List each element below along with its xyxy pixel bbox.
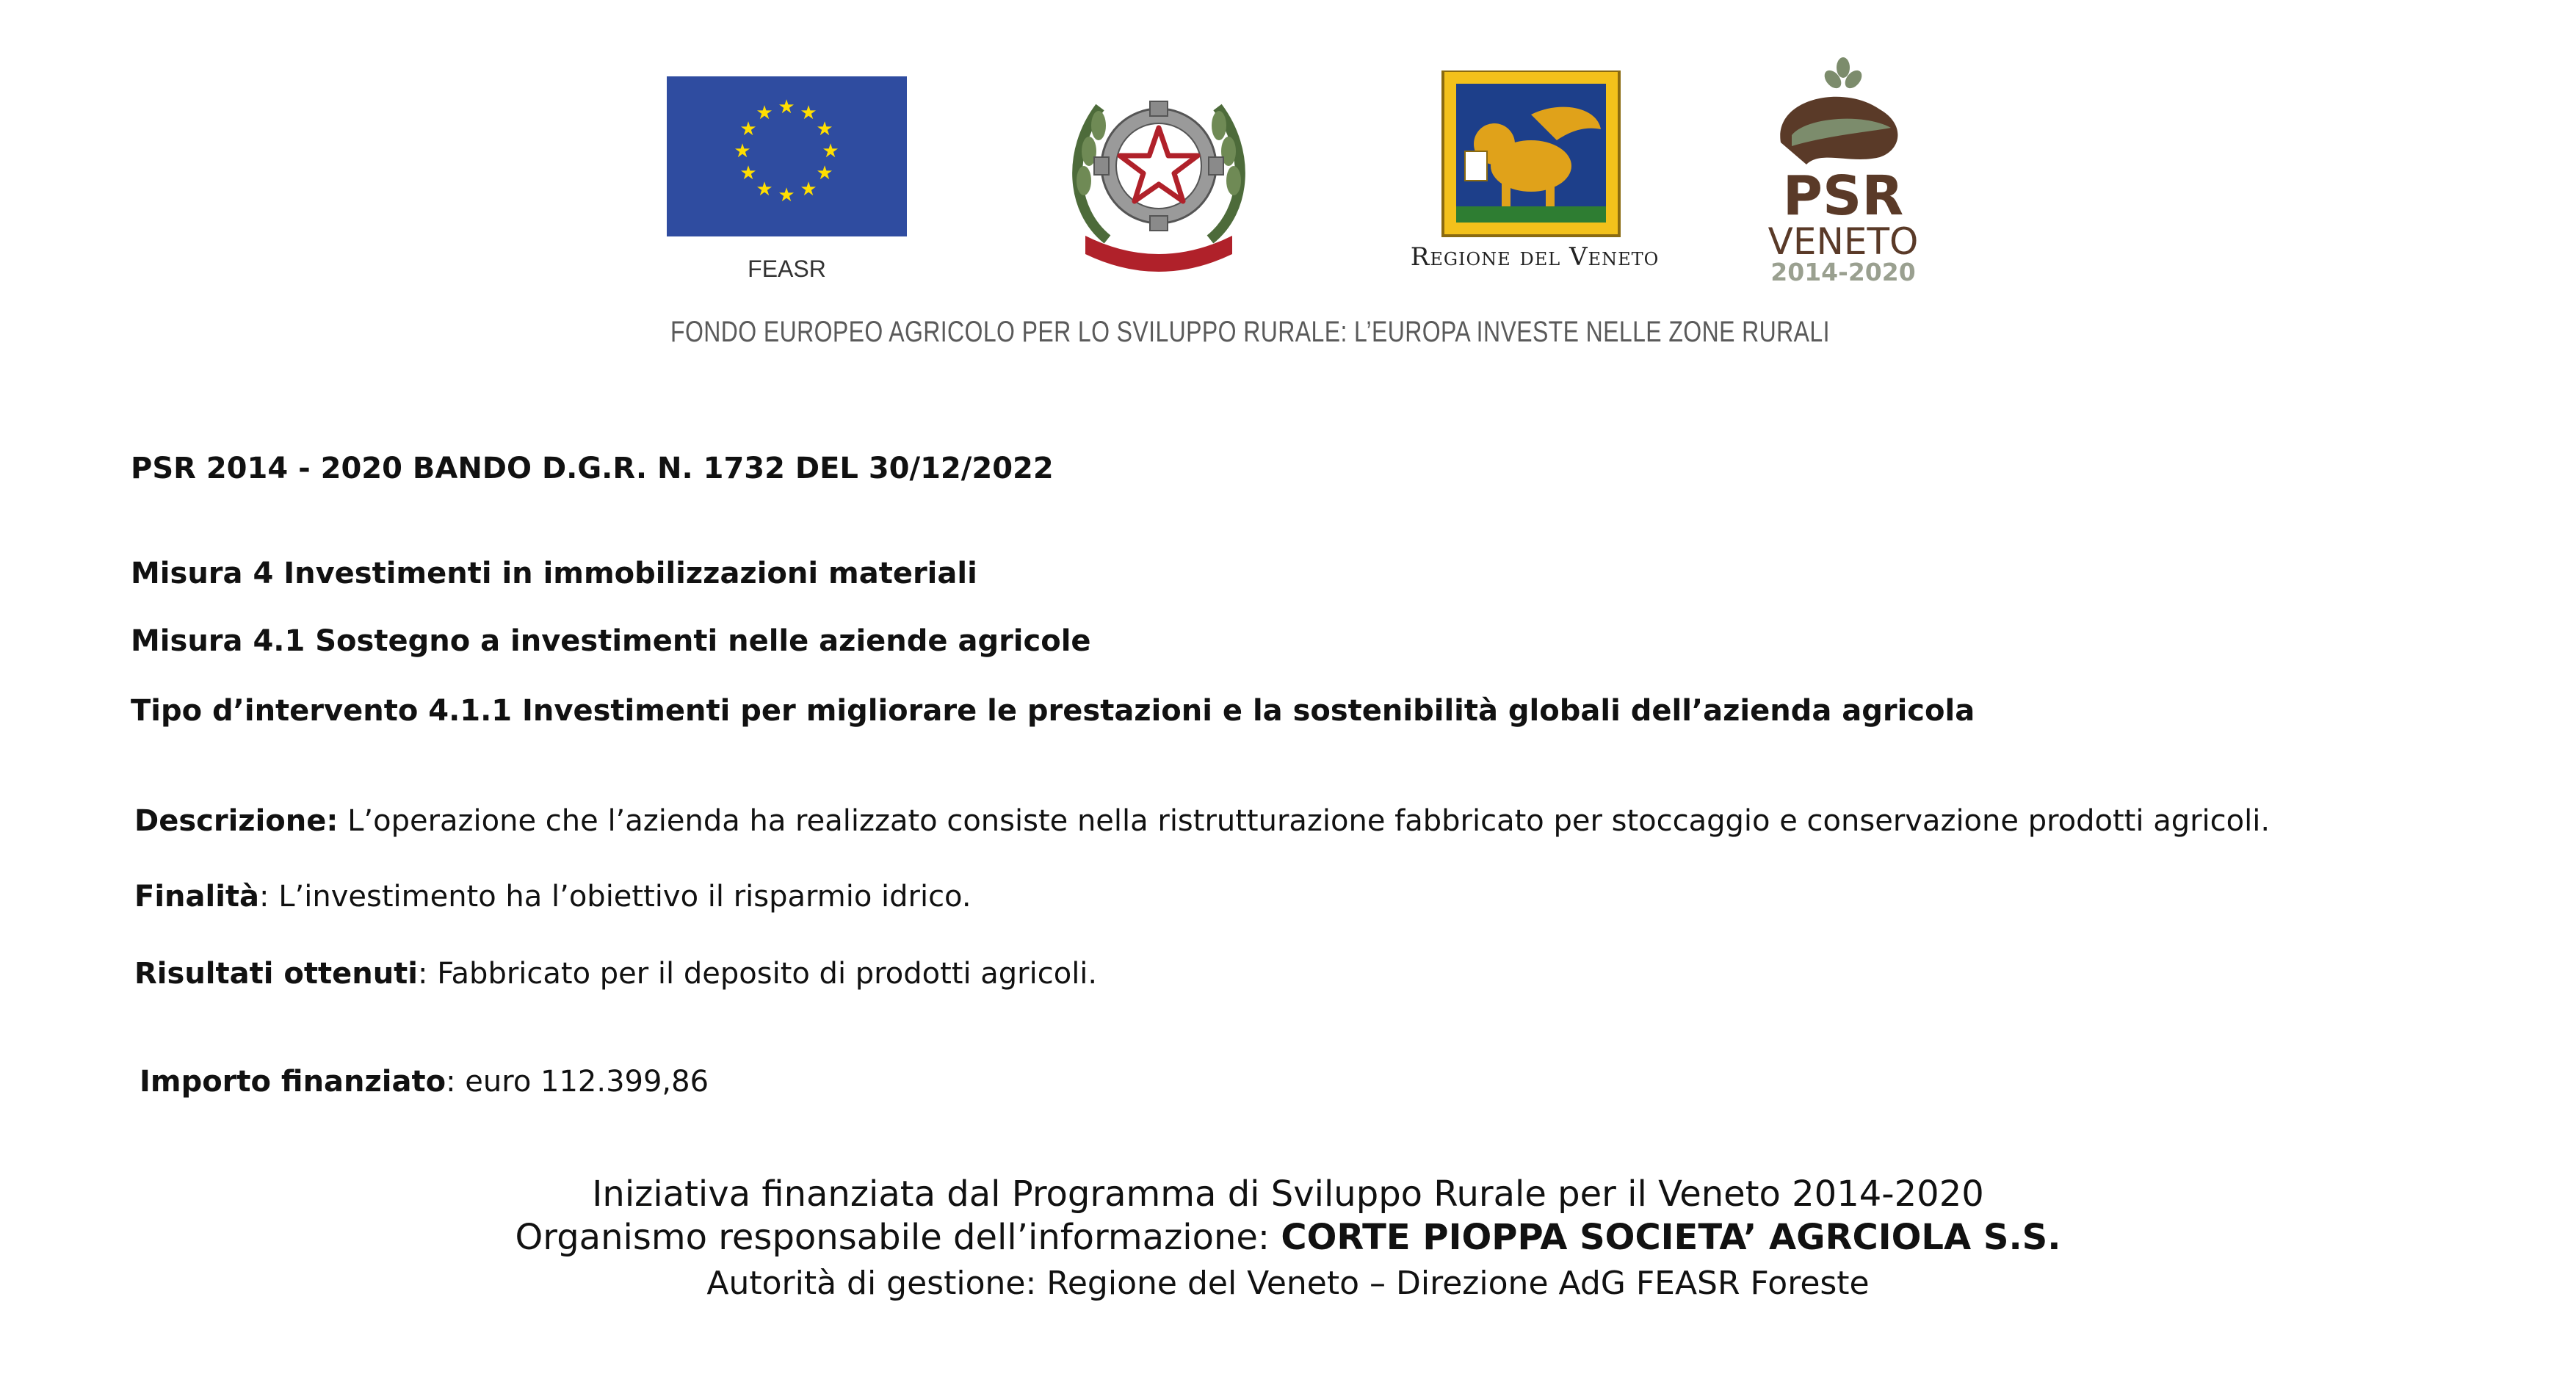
importo-label: Importo finanziato (140, 1065, 446, 1099)
misura-4-1-heading: Misura 4.1 Sostegno a investimenti nelle aziende agricole (131, 624, 1091, 658)
organismo-label: Organismo responsabile dell’informazione: (515, 1217, 1281, 1258)
risultati-row (134, 957, 1097, 991)
svg-text:★: ★ (778, 96, 795, 118)
regione-veneto-label: Regione del Veneto (1410, 242, 1660, 272)
organismo-line (0, 1217, 2576, 1258)
svg-text:★: ★ (816, 162, 833, 184)
descrizione-row (134, 804, 2270, 838)
svg-text:★: ★ (778, 184, 795, 206)
svg-text:★: ★ (739, 162, 757, 184)
iniziativa-line: Iniziativa finanziata dal Programma di Sviluppo Rurale per il Veneto 2014-2020 (592, 1174, 1984, 1215)
eu-flag-icon (667, 76, 907, 236)
finalita-label: Finalità (134, 880, 260, 914)
svg-text:★: ★ (734, 140, 751, 162)
importo-row (140, 1065, 709, 1099)
feasr-tagline: FONDO EUROPEO AGRICOLO PER LO SVILUPPO RURALE: L’EUROPA INVESTE NELLE ZONE RURALI (670, 316, 1830, 348)
svg-text:★: ★ (756, 102, 773, 124)
svg-text:★: ★ (756, 178, 773, 200)
misura-4-heading: Misura 4 Investimenti in immobilizzazioni materiali (131, 557, 977, 590)
organismo-name: CORTE PIOPPA SOCIETA’ AGRCIOLA S.S. (1281, 1217, 2061, 1258)
svg-text:★: ★ (739, 118, 757, 140)
psr-logo-years: 2014-2020 (1770, 258, 1916, 286)
svg-text:★: ★ (800, 102, 817, 124)
risultati-label: Risultati ottenuti (134, 957, 419, 991)
svg-text:★: ★ (800, 178, 817, 200)
svg-text:★: ★ (816, 118, 833, 140)
psr-logo-title: PSR (1782, 164, 1904, 228)
descrizione-text: L’operazione che l’azienda ha realizzato consiste nella ristrutturazione fabbricato per stoccaggio e conservazione prodotti agricoli. (338, 804, 2271, 838)
italian-republic-emblem-icon (1056, 70, 1262, 276)
autorita-line: Autorità di gestione: Regione del Veneto – Direzione AdG FEASR Foreste (706, 1265, 1870, 1302)
eu-fund-caption: FEASR (748, 256, 826, 282)
risultati-text: : Fabbricato per il deposito di prodotti agricoli. (418, 957, 1098, 991)
finalita-text: : L’investimento ha l’obiettivo il risparmio idrico. (259, 880, 972, 914)
svg-text:★: ★ (822, 140, 839, 162)
psr-logo-region: VENETO (1768, 220, 1919, 263)
importo-text: : euro 112.399,86 (446, 1065, 709, 1099)
bando-title: PSR 2014 - 2020 BANDO D.G.R. N. 1732 DEL 30/12/2022 (131, 452, 1054, 485)
psr-veneto-logo-icon (1762, 54, 1924, 289)
tipo-intervento-heading: Tipo d’intervento 4.1.1 Investimenti per migliorare le prestazioni e la sostenibilità globali dell’azienda agricola (131, 694, 1975, 728)
descrizione-label: Descrizione: (134, 804, 339, 838)
finalita-row (134, 880, 972, 914)
